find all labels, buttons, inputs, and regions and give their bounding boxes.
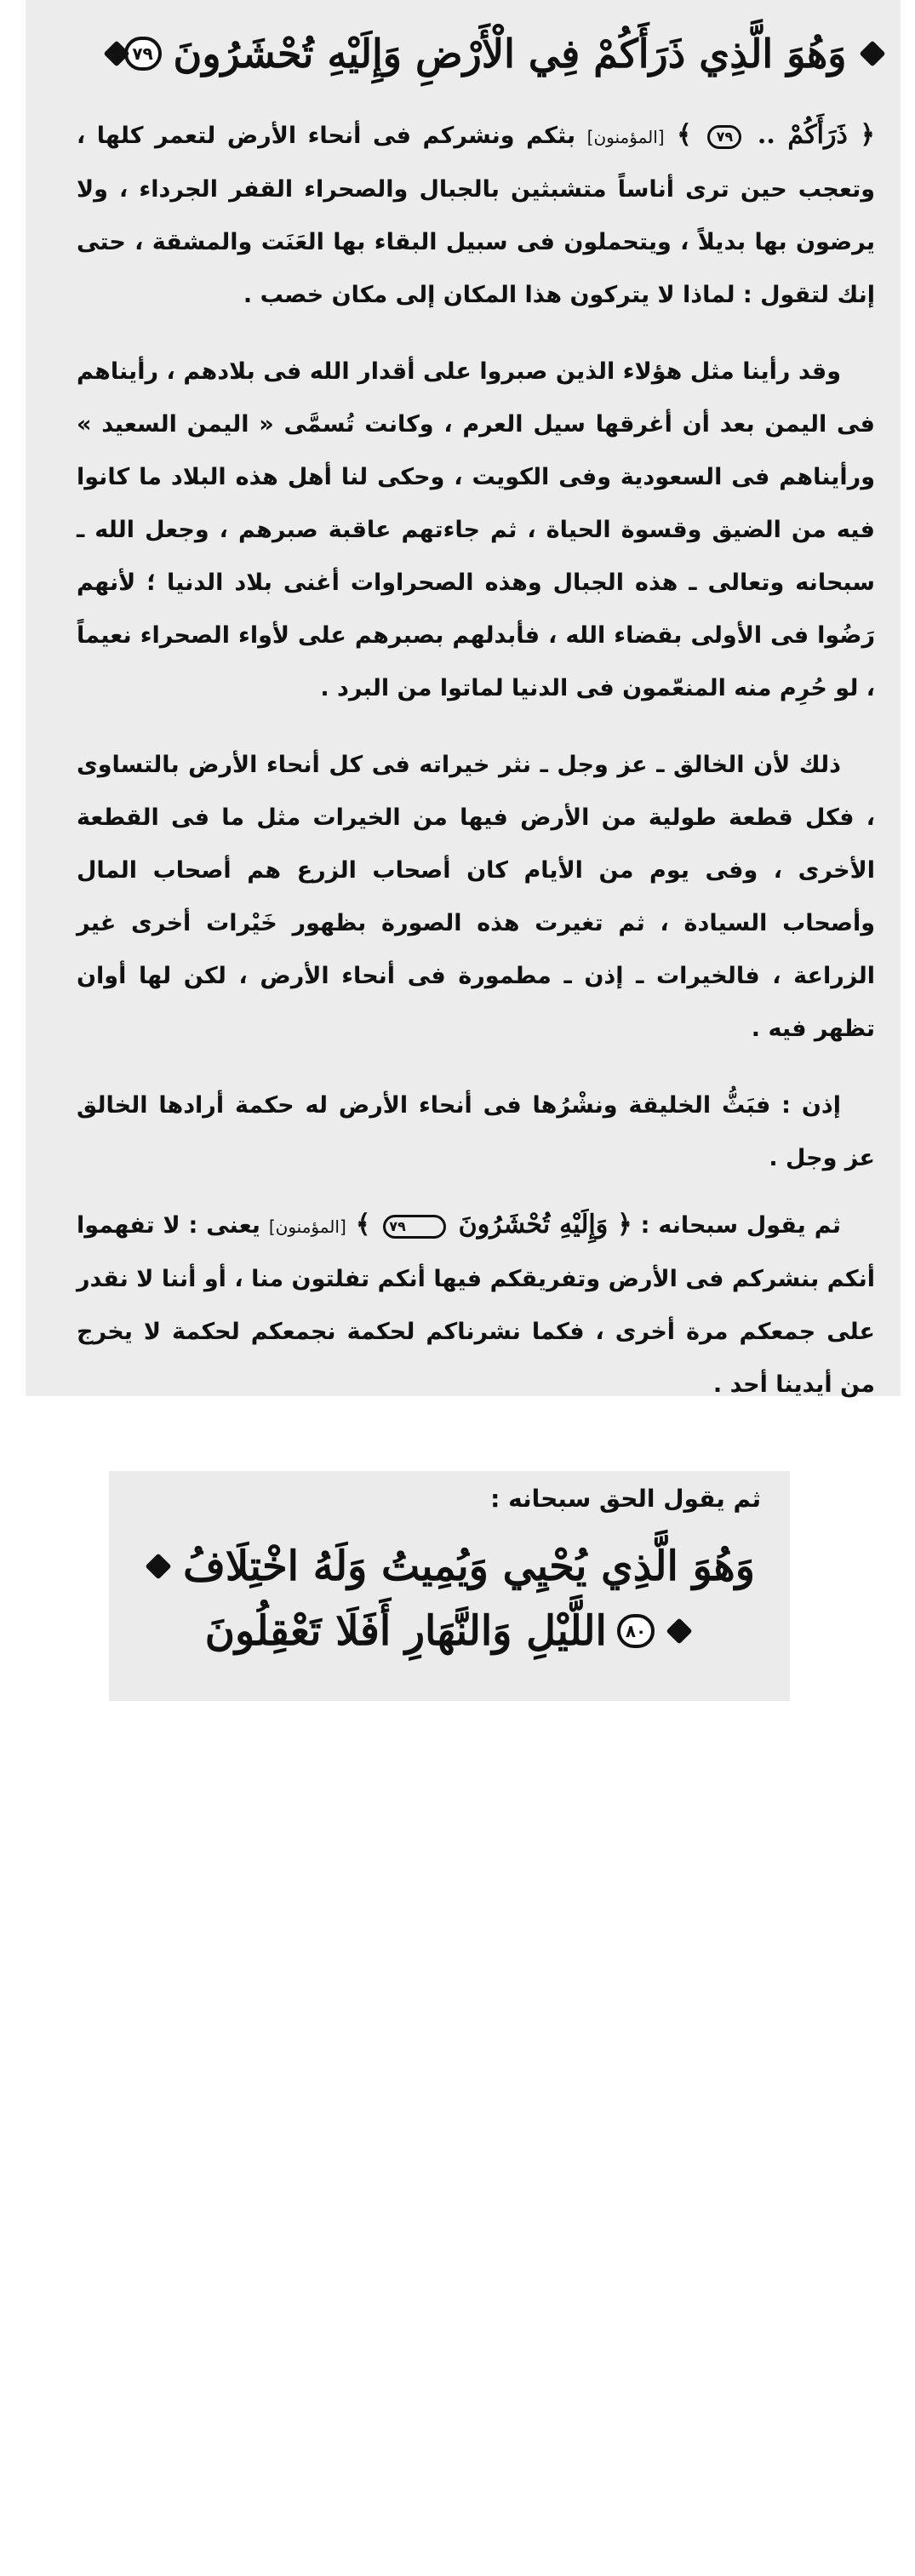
- ayah-number-badge: ٧٩: [124, 37, 162, 71]
- next-verse-line-1: [143, 1543, 756, 1590]
- paragraph-text: يعنى : لا تفهموا أنكم بنشركم فى الأرض وتفريقكم فيها أنكم تفلتون منا ، أو أننا لا نقدر على جمعكم مرة أخرى ، فكما نشرناكم لحكمة نجمعكم لحكمة لا يخرج من أيدينا أحد .: [77, 1212, 875, 1398]
- surah-reference: [المؤمنون]: [586, 127, 665, 147]
- paragraph-1: [77, 109, 875, 322]
- verse-header: [102, 24, 868, 83]
- inline-verse: ﴿ وَإِلَيْهِ تُحْشَرُونَ: [449, 1210, 632, 1239]
- paragraph-text: وقد رأينا مثل هؤلاء الذين صبروا على أقدار الله فى بلادهم ، رأيناهم فى اليمن بعد أن أغرقها سيل العرم ، وكانت تُسمَّى « اليمن السعيد » ورأيناهم فى السعودية وفى الكويت ، وحكى لنا أهل هذه البلاد ما كانوا فيه من الضيق وقسوة الحياة ، ثم جاءتهم عاقبة صبرهم ، وجعل الله ـ سبحانه وتعالى ـ هذه الجبال وهذه الصحراوات أغنى بلاد الدنيا ؛ لأنهم رَضُوا فى الأولى بقضاء الله ، فأبدلهم بصبرهم على لأواء الصحراء نعيماً ، لو حُرِم منه المنعّمون فى الدنيا لماتوا من البرد .: [77, 358, 875, 701]
- commentary-page: [26, 0, 901, 1396]
- ornament-icon: [858, 39, 868, 68]
- next-verse-intro: ثم يقول الحق سبحانه :: [490, 1485, 761, 1513]
- paragraph-4: [77, 1079, 875, 1185]
- next-verse-block: [109, 1471, 790, 1701]
- ornament-icon: [665, 1617, 694, 1646]
- inline-verse: ﴿ ذَرَأَكُمْ ..: [745, 120, 875, 150]
- paragraph-lead: ثم يقول سبحانه :: [632, 1212, 841, 1239]
- paragraph-text: ذلك لأن الخالق ـ عز وجل ـ نثر خيراته فى كل أنحاء الأرض بالتساوى ، فكل قطعة طولية من الأرض فيها من الخيرات مثل ما فى القطعة الأخرى ، وفى يوم من الأيام كان أصحاب الزرع هم أصحاب المال وأصحاب السيادة ، ثم تغيرت هذه الصورة بظهور خَيْرات أخرى غير الزراعة ، فالخيرات ـ إذن ـ مطمورة فى أنحاء الأرض ، لكن لها أوان تظهر فيه .: [77, 752, 875, 1042]
- next-verse-text-1: وَهُوَ الَّذِي يُحْيِي وَيُمِيتُ وَلَهُ اخْتِلَافُ: [183, 1543, 755, 1590]
- verse-close-bracket: ﴾: [346, 1210, 380, 1239]
- paragraph-5: [77, 1199, 875, 1411]
- next-verse-line-2: [143, 1607, 756, 1655]
- ornament-icon: [144, 1552, 173, 1581]
- surah-reference: [المؤمنون]: [268, 1216, 346, 1237]
- paragraph-3: [77, 739, 875, 1056]
- commentary-body: [77, 109, 875, 1435]
- ornament-icon: [102, 39, 112, 68]
- next-verse-text-2: اللَّيْلِ وَالنَّهَارِ أَفَلَا تَعْقِلُونَ: [204, 1607, 607, 1655]
- verse-close-bracket: ﴾: [664, 120, 705, 150]
- header-verse-text: وَهُوَ الَّذِي ذَرَأَكُمْ فِي الْأَرْضِ وَإِلَيْهِ تُحْشَرُونَ: [173, 31, 847, 77]
- paragraph-text: بثكم ونشركم فى أنحاء الأرض لتعمر كلها ، وتعجب حين ترى أناساً متشبثين بالجبال والصحراء القفر الجرداء ، ولا يرضون بها بديلاً ، ويتحملون فى سبيل البقاء بها العَنَت والمشقة ، حتى إنك لتقول : لماذا لا يتركون هذا المكان إلى مكان خصب .: [77, 123, 875, 308]
- paragraph-2: [77, 346, 875, 715]
- ayah-number-badge: ٨٠: [617, 1614, 655, 1648]
- ayah-number-badge: ٧٩: [707, 125, 741, 149]
- paragraph-text: إذن : فبَثُّ الخليقة ونشْرُها فى أنحاء الأرض له حكمة أرادها الخالق عز وجل .: [77, 1092, 875, 1171]
- ayah-number-badge: ٧٩: [383, 1215, 446, 1239]
